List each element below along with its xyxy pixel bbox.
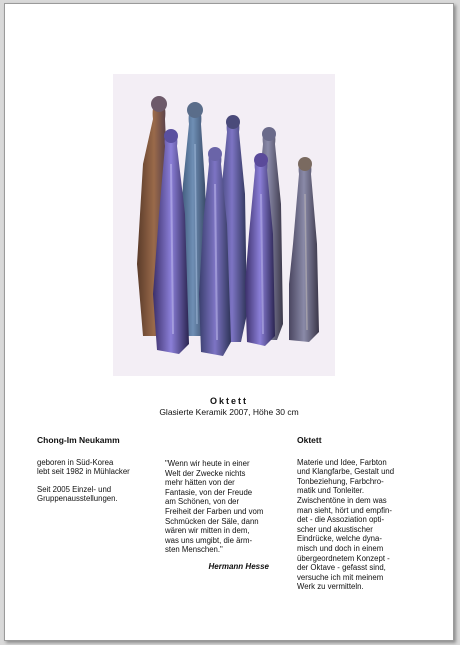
- artwork-title: Oktett: [209, 396, 248, 406]
- artwork-subtitle: Glasierte Keramik 2007, Höhe 30 cm: [159, 407, 299, 417]
- quote-column: [165, 459, 275, 572]
- artist-column: [37, 436, 147, 512]
- quote-author: Hermann Hesse: [208, 561, 269, 571]
- description-text: Materie und Idee, Farbton und Klangfarbe, Gestalt und Tonbeziehung, Farbchro- matik und Tonleiter. Zwischentöne in dem was man sieht, hört und empfin- det - die Assoziation opti- scher und akustischer Eindrücke, welche dyna- misch und doch in einem übergeordnetem Konzept - der Oktave - gefasst sind, versuche ich mit meinem Werk zu vermitteln.: [297, 457, 395, 592]
- artist-name: Chong-Im Neukamm: [37, 435, 120, 445]
- description-heading: Oktett: [297, 435, 322, 445]
- description-column: [297, 436, 417, 592]
- artist-exhibitions: Seit 2005 Einzel- und Gruppenausstellungen.: [37, 484, 118, 504]
- ceramic-figures-image: [113, 74, 335, 376]
- artist-bio: geboren in Süd-Korea lebt seit 1982 in Mühlacker: [37, 457, 130, 477]
- quote-text: "Wenn wir heute in einer Welt der Zwecke nichts mehr hätten von der Fantasie, von der Freude am Schönen, von der Freiheit der Farben und vom Schmücken der Säle, dann wären wir mitten in dem, was uns umgibt, die ärm- sten Menschen.": [165, 459, 264, 555]
- document-page: [4, 3, 454, 641]
- sculpture-photo: [113, 74, 335, 376]
